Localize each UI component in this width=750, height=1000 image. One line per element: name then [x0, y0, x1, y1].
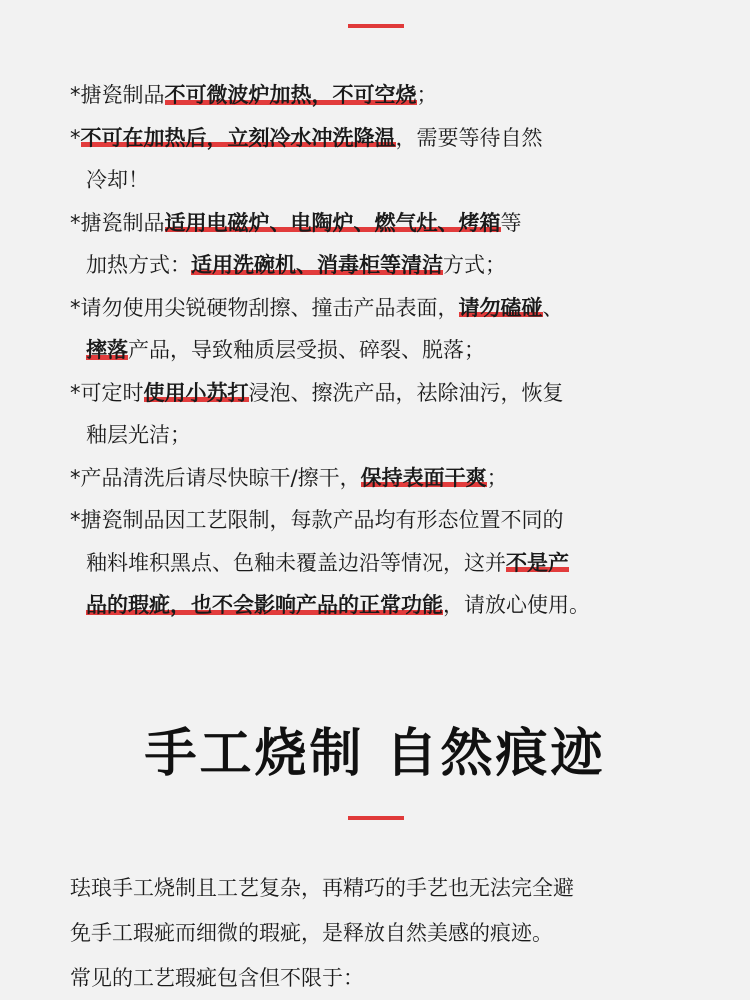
- care-note: [70, 457, 710, 500]
- highlighted-text: 保持表面干爽: [360, 465, 487, 490]
- care-note-line: [70, 159, 710, 202]
- top-divider: [348, 24, 404, 28]
- care-note-line: [70, 117, 710, 160]
- highlighted-text: 适用洗碗机、消毒柜等清洁: [191, 253, 443, 277]
- note-text: ；: [416, 83, 438, 107]
- note-text: 冷却！: [86, 168, 149, 192]
- care-note-line: [70, 584, 710, 627]
- intro-line: 免手工瑕疵而细微的瑕疵，是释放自然美感的痕迹。: [70, 921, 553, 945]
- note-text: 产品，导致釉质层受损、碎裂、脱落；: [128, 338, 485, 362]
- note-text: *搪瓷制品因工艺限制，每款产品均有形态位置不同的: [70, 508, 564, 532]
- heading-divider: [348, 816, 404, 820]
- note-text: 浸泡、擦洗产品，祛除油污，恢复: [248, 380, 564, 405]
- care-note-line: [70, 457, 710, 500]
- highlighted-text: 不可微波炉加热，不可空烧: [164, 83, 417, 107]
- note-text: 、: [542, 295, 564, 320]
- highlighted-text: 摔落: [86, 338, 128, 362]
- note-text: ；: [486, 465, 508, 490]
- highlighted-text: 品的瑕疵，也不会影响产品的正常功能: [86, 593, 443, 617]
- note-text: *产品清洗后请尽快晾干/擦干，: [70, 465, 361, 490]
- note-text: 方式；: [443, 253, 506, 277]
- note-text: 釉料堆积黑点、色釉未覆盖边沿等情况，这并: [86, 550, 506, 575]
- intro-paragraph: [70, 866, 710, 1000]
- care-note: [70, 74, 710, 117]
- highlighted-text: 适用电磁炉、电陶炉、燃气灶、烤箱: [164, 210, 501, 235]
- highlighted-text: 不可在加热后，立刻冷水冲洗降温: [80, 125, 396, 150]
- care-note: [70, 499, 710, 627]
- intro-line: 常见的工艺瑕疵包含但不限于：: [70, 966, 364, 990]
- care-note-line: [70, 74, 710, 117]
- care-note: [70, 202, 710, 287]
- care-note-line: [70, 372, 710, 415]
- care-notes-list: [70, 74, 710, 627]
- highlighted-text: 不是产: [506, 550, 569, 575]
- care-note-line: [70, 244, 710, 287]
- note-text: *请勿使用尖锐硬物刮擦、撞击产品表面，: [70, 295, 459, 320]
- highlighted-text: 请勿磕碰: [458, 295, 543, 320]
- care-note-line: [70, 414, 710, 457]
- note-text: *可定时: [70, 380, 144, 405]
- care-note: [70, 287, 710, 372]
- note-text: ，需要等待自然: [395, 125, 543, 150]
- care-note: [70, 117, 710, 202]
- highlighted-text: 使用小苏打: [143, 380, 249, 405]
- note-text: *搪瓷制品: [70, 210, 165, 235]
- note-text: 加热方式：: [86, 253, 191, 277]
- care-note: [70, 372, 710, 457]
- note-text: *: [70, 125, 81, 150]
- care-note-line: [70, 202, 710, 245]
- care-note-line: [70, 499, 710, 542]
- care-note-line: [70, 287, 710, 330]
- note-text: 釉层光洁；: [86, 423, 191, 447]
- note-text: 等: [500, 210, 522, 235]
- note-text: *搪瓷制品: [70, 83, 165, 107]
- care-note-line: [70, 329, 710, 372]
- note-text: ，请放心使用。: [443, 593, 590, 617]
- intro-line: 珐琅手工烧制且工艺复杂，再精巧的手艺也无法完全避: [70, 876, 574, 900]
- care-note-line: [70, 542, 710, 585]
- section-heading: 手工烧制 自然痕迹: [144, 724, 606, 784]
